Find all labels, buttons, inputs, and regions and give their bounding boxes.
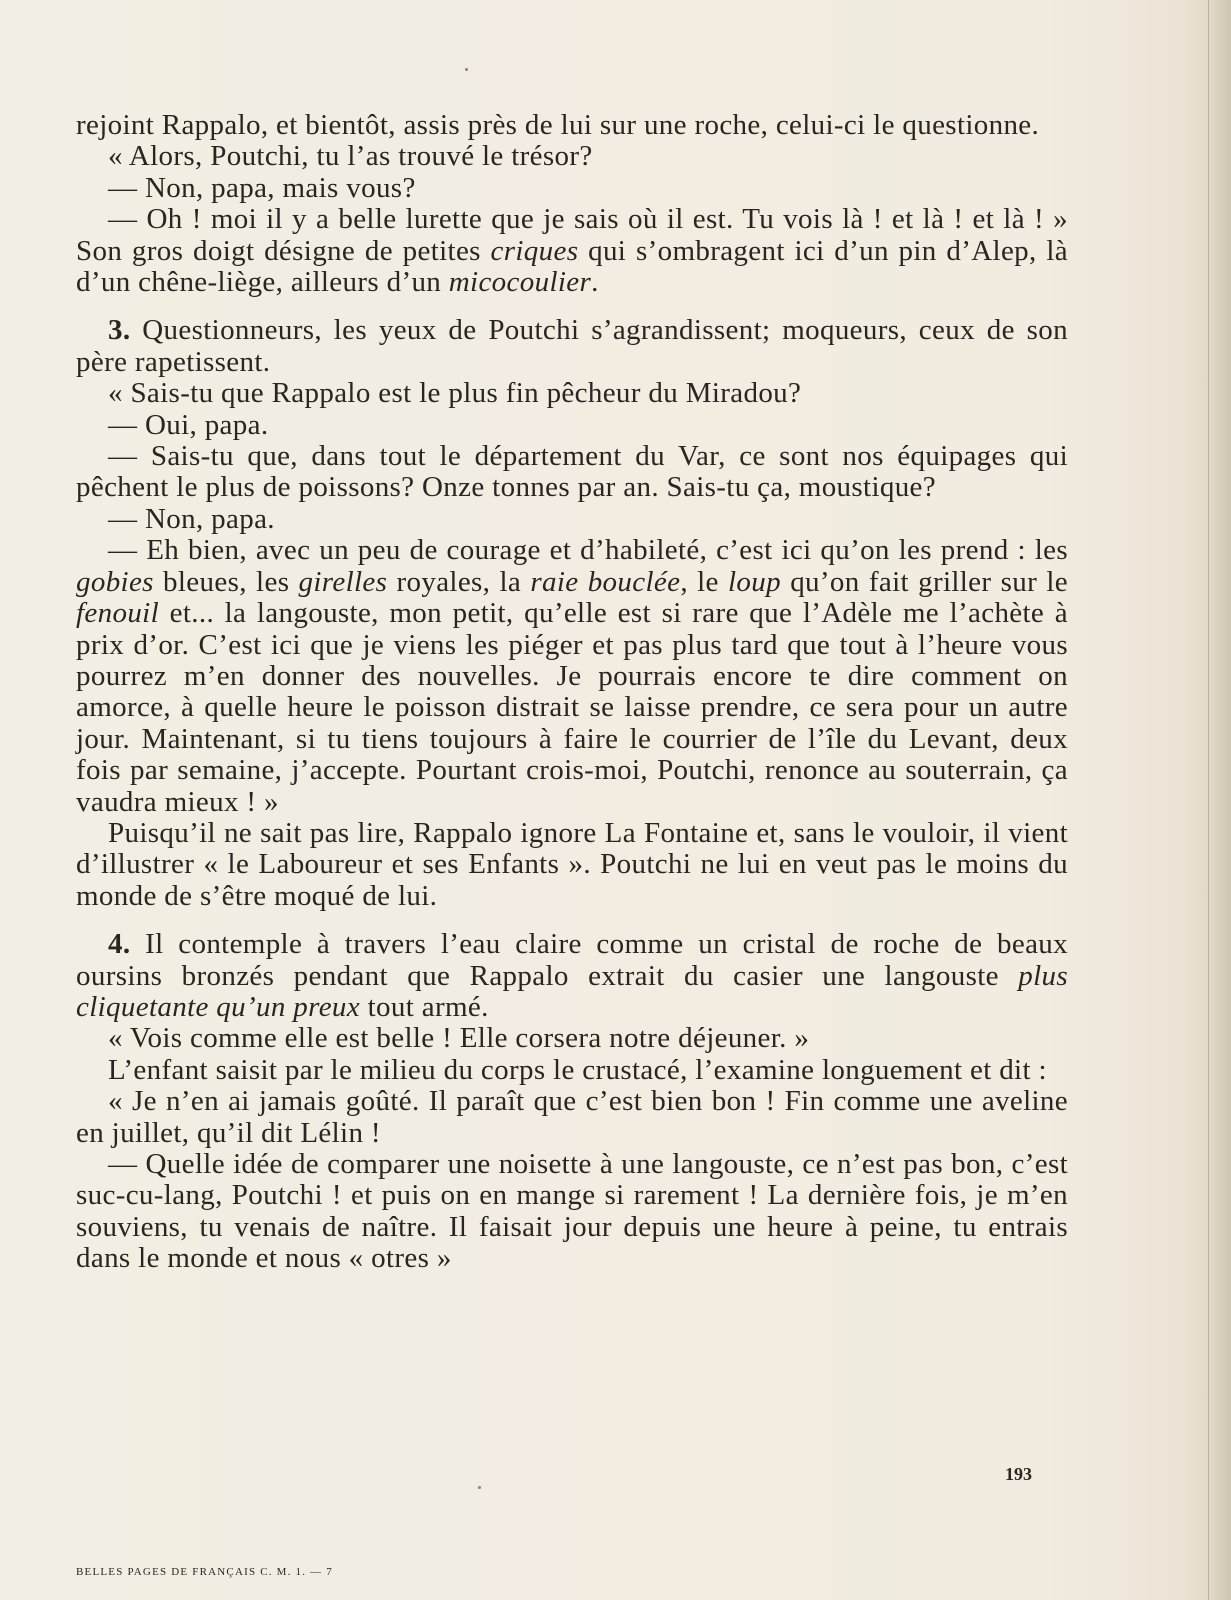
text-run: — Sais-tu que, dans tout le département du Var, ce sont nos équipages qui pêchent le plus de poissons? Onze tonnes par an. Sais-tu ça, moustique?	[76, 440, 1068, 504]
text-run: — Oui, papa.	[108, 408, 269, 441]
text-run: et... la langouste, mon petit, qu’elle est si rare que l’Adèle me l’achète à prix d’or. C’est ici que je viens les piéger et pas plus tard que tout à l’heure vous pourrez m’en donner des nouvelles. Je pourrais encore te dire comment on amorce, à quelle heure le poisson distrait se laisse prendre, ce sera pour un autre jour. Maintenant, si tu tiens toujours à faire le courrier de l’île du Levant, deux fois par semaine, j’accepte. Pourtant crois-moi, Poutchi, renonce au souterrain, ça vaudra mieux ! »	[76, 597, 1068, 818]
paragraph	[76, 410, 1068, 441]
italic-term: loup	[728, 565, 781, 598]
footer-signature: BELLES PAGES DE FRANÇAIS C. M. 1. — 7	[76, 1566, 333, 1578]
text-run: — Non, papa.	[108, 502, 275, 535]
italic-term: gobies	[76, 565, 154, 598]
section-number: 3.	[108, 314, 131, 347]
paragraph	[76, 315, 1068, 378]
text-run: .	[591, 266, 599, 299]
text-run: Questionneurs, les yeux de Poutchi s’agrandissent; moqueurs, ceux de son père rapetissent.	[76, 314, 1068, 378]
italic-term: micocoulier	[448, 266, 592, 299]
paragraph	[76, 1149, 1068, 1275]
text-run: bleues, les	[153, 565, 299, 598]
text-run: qui s’ombragent ici d’un pin d’Alep, là d’un chêne-liège, ailleurs d’un	[76, 234, 1068, 299]
page-number: 193	[1005, 1464, 1032, 1484]
italic-term: girelles	[298, 565, 388, 598]
text-run: « Je n’en ai jamais goûté. Il paraît que c’est bien bon ! Fin comme une aveline en juillet, qu’il dit Lélin !	[76, 1085, 1068, 1149]
paragraph	[76, 378, 1068, 409]
text-run: Il contemple à travers l’eau claire comme un cristal de roche de beaux oursins bronzés pendant que Rappalo extrait du casier une langouste	[76, 928, 1068, 992]
text-run: , le	[680, 565, 729, 598]
text-run: L’enfant saisit par le milieu du corps le crustacé, l’examine longuement et dit :	[108, 1053, 1047, 1086]
paragraph	[76, 141, 1068, 172]
paragraph	[76, 818, 1068, 912]
text-run: Puisqu’il ne sait pas lire, Rappalo ignore La Fontaine et, sans le vouloir, il vient d’illustrer « le Laboureur et ses Enfants ». Poutchi ne lui en veut pas le moins du monde de s’être moqué de lui.	[76, 816, 1068, 912]
text-run: — Eh bien, avec un peu de courage et d’habileté, c’est ici qu’on les prend : les	[108, 534, 1068, 567]
italic-term: fenouil	[76, 597, 159, 630]
paragraph	[76, 1086, 1068, 1149]
paragraph	[76, 929, 1068, 1023]
paragraph	[76, 535, 1068, 818]
paragraph	[76, 441, 1068, 504]
section-number: 4.	[108, 928, 131, 961]
paragraph	[76, 204, 1068, 298]
text-run: rejoint Rappalo, et bientôt, assis près de lui sur une roche, celui-ci le questionne.	[76, 109, 1040, 141]
text-run: tout armé.	[360, 990, 489, 1023]
body-text	[76, 110, 1068, 1275]
page-edge	[1208, 0, 1231, 1600]
text-run: « Sais-tu que Rappalo est le plus fin pêcheur du Miradou?	[108, 377, 802, 410]
italic-term: plus cliquetante qu’un preux	[76, 959, 1068, 1023]
paragraph	[76, 504, 1068, 535]
text-run: « Alors, Poutchi, tu l’as trouvé le trésor?	[108, 140, 593, 173]
paragraph	[76, 1055, 1068, 1086]
text-run: « Vois comme elle est belle ! Elle corsera notre déjeuner. »	[108, 1022, 810, 1055]
text-run: — Non, papa, mais vous?	[108, 171, 416, 204]
paragraph	[76, 1023, 1068, 1054]
italic-term: criques	[490, 234, 579, 267]
text-run: royales, la	[387, 565, 531, 598]
paragraph	[76, 110, 1068, 141]
text-run: qu’on fait griller sur le	[780, 565, 1068, 598]
italic-term: raie bouclée	[530, 565, 681, 598]
text-run: — Quelle idée de comparer une noisette à une langouste, ce n’est pas bon, c’est suc-cu-lang, Poutchi ! et puis on en mange si rarement ! La dernière fois, je m’en souviens, tu venais de naître. Il faisait jour depuis une heure à peine, tu entrais dans le monde et nous « otres »	[76, 1148, 1068, 1275]
speck	[478, 1486, 481, 1489]
text-run: — Oh ! moi il y a belle lurette que je sais où il est. Tu vois là ! et là ! et là ! » Son gros doigt désigne de petites	[76, 203, 1068, 267]
paragraph	[76, 173, 1068, 204]
speck	[465, 68, 468, 71]
